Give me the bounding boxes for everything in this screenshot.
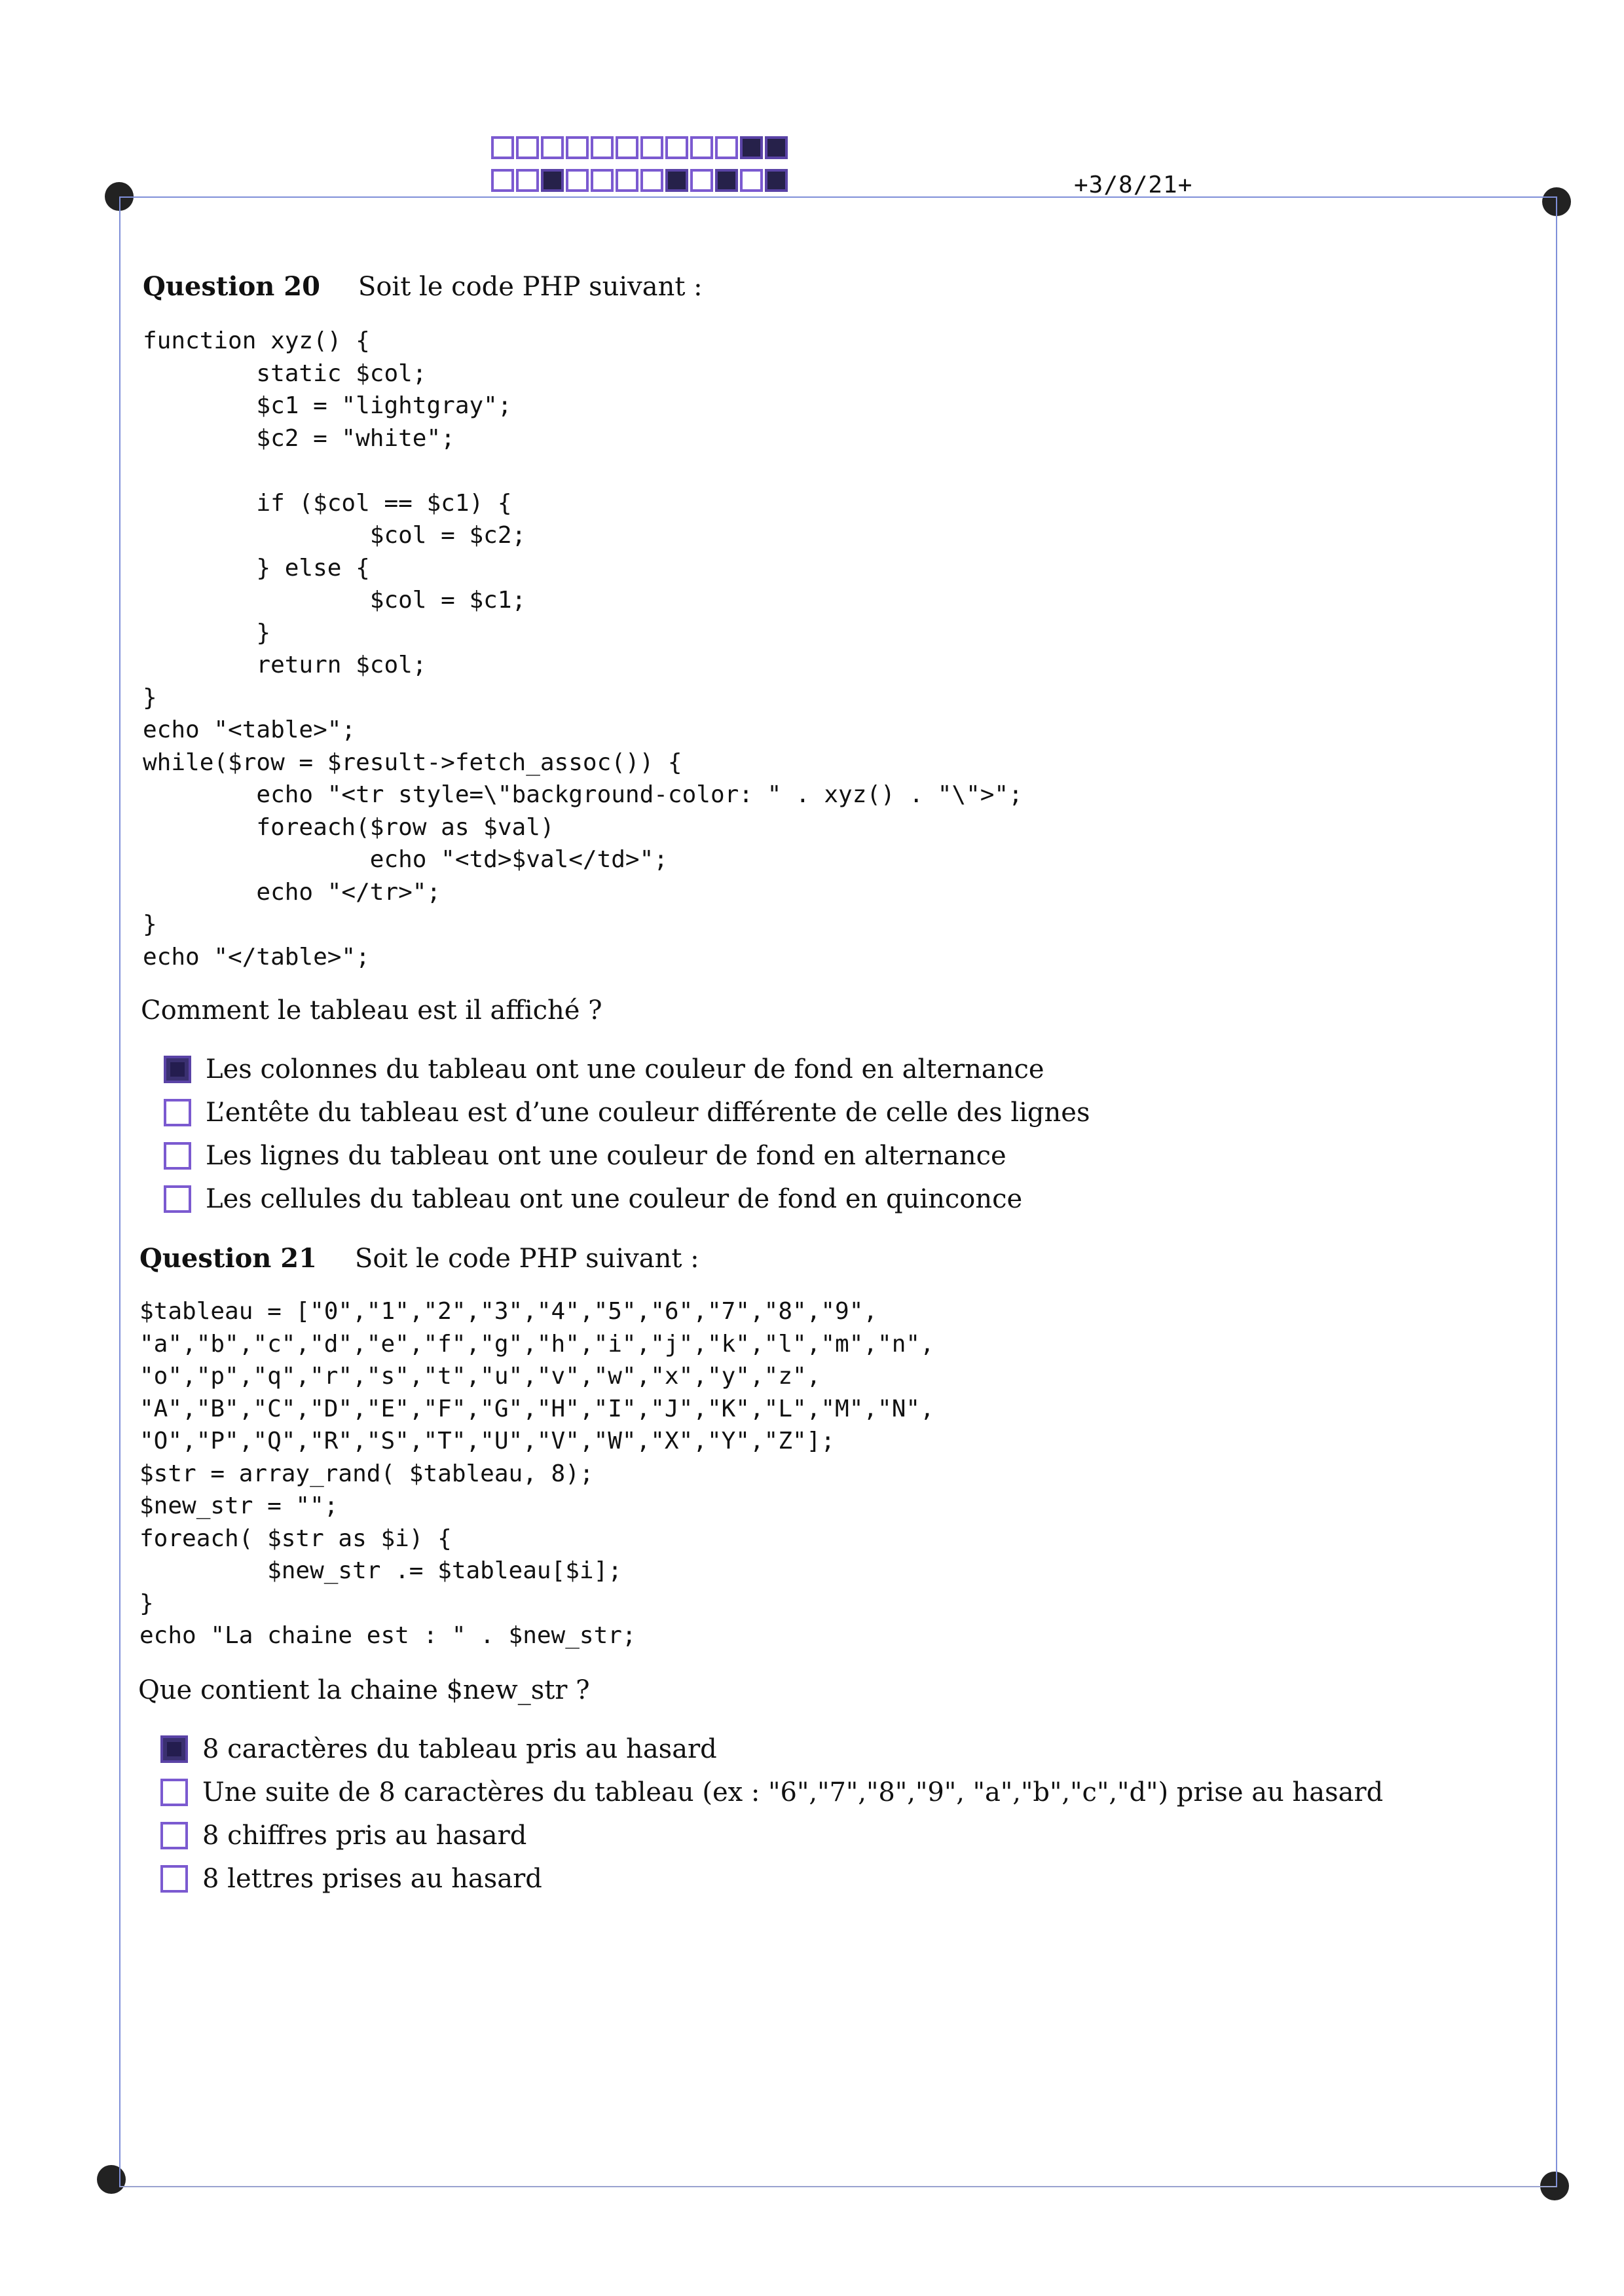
checkbox[interactable] [160, 1822, 188, 1849]
barcode-cell [616, 169, 638, 192]
barcode-cell [690, 169, 713, 192]
barcode-cell [566, 136, 589, 159]
barcode-cell [765, 136, 788, 159]
barcode-cell [715, 169, 738, 192]
barcode-row-top [491, 136, 788, 159]
barcode-cell [541, 136, 564, 159]
page-id: +3/8/21+ [1074, 172, 1193, 198]
barcode-cell [690, 136, 713, 159]
question-text: Soit le code PHP suivant : [358, 272, 703, 302]
barcode-cell [765, 169, 788, 192]
answer-text: Une suite de 8 caractères du tableau (ex : "6","7","8","9", "a","b","c","d") prise au hasard [202, 1777, 1384, 1807]
answer-text: Les lignes du tableau ont une couleur de fond en alternance [206, 1141, 1006, 1171]
answer-option[interactable] [160, 1771, 1383, 1814]
barcode-cell [566, 169, 589, 192]
answer-option[interactable] [160, 1857, 1383, 1900]
answer-option[interactable] [164, 1177, 1090, 1221]
checkbox[interactable] [164, 1185, 191, 1213]
checkbox[interactable] [160, 1735, 188, 1763]
barcode-cell [616, 136, 638, 159]
question-label: Question 20 [143, 271, 320, 302]
question-20-prompt: Comment le tableau est il affiché ? [141, 995, 602, 1026]
barcode-cell [640, 136, 663, 159]
checkbox[interactable] [164, 1099, 191, 1126]
answer-option[interactable] [164, 1134, 1090, 1177]
question-20-answers [164, 1048, 1090, 1221]
answer-text: 8 lettres prises au hasard [202, 1864, 542, 1894]
barcode-cell [491, 136, 514, 159]
barcode-cell [665, 169, 688, 192]
barcode-cell [665, 136, 688, 159]
answer-option[interactable] [164, 1048, 1090, 1091]
answer-text: 8 caractères du tableau pris au hasard [202, 1734, 717, 1764]
barcode-cell [516, 169, 539, 192]
question-label: Question 21 [139, 1243, 317, 1274]
question-21-code: $tableau = ["0","1","2","3","4","5","6","7","8","9", "a","b","c","d","e","f","g","h","i","j","k","l","m","n", "o","p","q","r","s","t","u","v","w","x","y","z", "A","B","C","D","E","F","G","H","I","J","K","L","M","N", "O","P","Q","R","S","T","U","V","W","X","Y","Z"]; $str = array_rand( $tableau, 8); $new_str = ""; foreach( $str as $i) { $new_str .= $tableau[$i]; } echo "La chaine est : " . $new_str; [139, 1298, 934, 1649]
answer-option[interactable] [164, 1091, 1090, 1134]
barcode-cell [640, 169, 663, 192]
question-20-code: function xyz() { static $col; $c1 = "lightgray"; $c2 = "white"; if ($col == $c1) { $col = $c2; } else { $col = $c1; } return $col; } echo "<table>"; while($row = $result->fetch_assoc()) { echo "<tr style=\"background-color: " . xyz() . "\">"; foreach($row as $val) echo "<td>$val</td>"; echo "</tr>"; } echo "</table>"; [143, 327, 1023, 971]
question-text: Soit le code PHP suivant : [354, 1244, 699, 1274]
answer-text: 8 chiffres pris au hasard [202, 1821, 527, 1851]
question-20-header [143, 271, 703, 302]
barcode-cell [715, 136, 738, 159]
answer-text: Les cellules du tableau ont une couleur de fond en quinconce [206, 1184, 1023, 1214]
answer-option[interactable] [160, 1814, 1383, 1857]
checkbox[interactable] [160, 1779, 188, 1806]
answer-text: L’entête du tableau est d’une couleur différente de celle des lignes [206, 1098, 1090, 1128]
barcode-row-bottom [491, 169, 788, 192]
barcode-cell [541, 169, 564, 192]
checkbox[interactable] [164, 1056, 191, 1083]
answer-text: Les colonnes du tableau ont une couleur de fond en alternance [206, 1054, 1044, 1084]
question-21-prompt: Que contient la chaine $new_str ? [138, 1675, 590, 1705]
barcode-cell [591, 169, 614, 192]
checkbox[interactable] [160, 1865, 188, 1893]
barcode-cell [491, 169, 514, 192]
barcode-cell [591, 136, 614, 159]
barcode-cell [516, 136, 539, 159]
answer-option[interactable] [160, 1728, 1383, 1771]
checkbox[interactable] [164, 1142, 191, 1170]
barcode-cell [740, 169, 763, 192]
question-21-answers [160, 1728, 1383, 1900]
barcode-cell [740, 136, 763, 159]
question-21-header [139, 1243, 699, 1274]
